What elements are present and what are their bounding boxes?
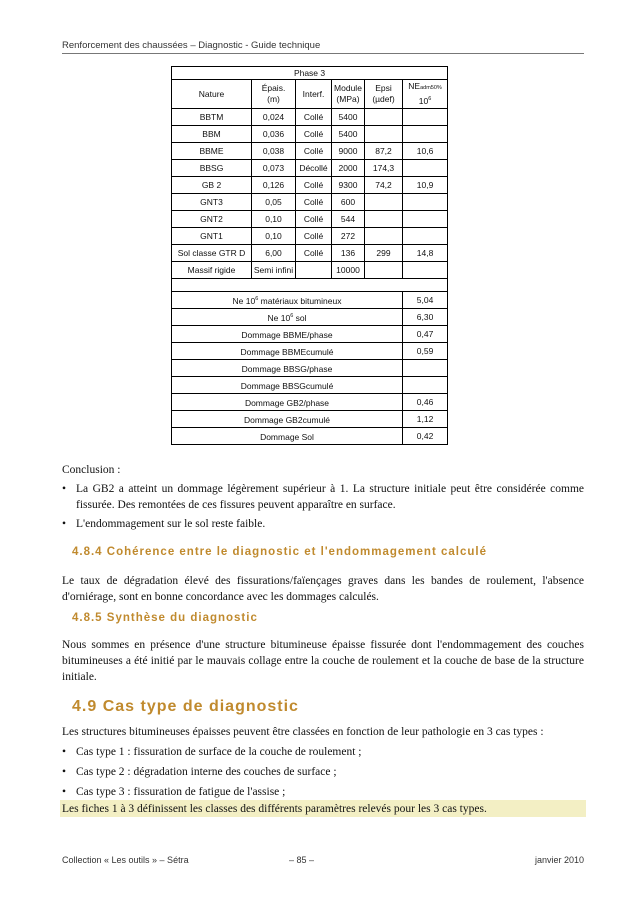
result-label: Dommage BBSGcumulé <box>172 377 403 394</box>
layer-row <box>172 194 448 211</box>
cell-epais: Semi infini <box>252 262 296 279</box>
highlighted-sentence: Les fiches 1 à 3 définissent les classes des différents paramètres relevés pour les 3 cas types. <box>62 803 487 815</box>
cell-interf: Collé <box>296 143 332 160</box>
section-4-9-intro: Les structures bitumineuses épaisses peuvent être classées en fonction de leur pathologie en 3 cas types : <box>62 726 544 738</box>
result-label: Dommage BBME/phase <box>172 326 403 343</box>
result-label: Dommage GB2/phase <box>172 394 403 411</box>
cell-epsi <box>365 262 403 279</box>
cell-epais: 0,126 <box>252 177 296 194</box>
footer-collection: Collection « Les outils » – Sétra <box>62 855 189 865</box>
result-value <box>403 360 448 377</box>
cell-ne <box>403 262 448 279</box>
cell-epsi <box>365 194 403 211</box>
cell-ne <box>403 126 448 143</box>
layer-row <box>172 126 448 143</box>
cell-epais: 0,05 <box>252 194 296 211</box>
column-header-row <box>172 80 448 109</box>
results-table <box>171 66 448 445</box>
cell-ne: 10,9 <box>403 177 448 194</box>
cell-nature: GNT2 <box>172 211 252 228</box>
col-interf: Interf. <box>296 80 332 109</box>
result-row <box>172 411 448 428</box>
cell-interf <box>296 262 332 279</box>
cell-ne <box>403 160 448 177</box>
cell-epais: 0,036 <box>252 126 296 143</box>
cell-ne <box>403 109 448 126</box>
footer-date: janvier 2010 <box>534 855 584 865</box>
col-ne: NEadm50% $10^6$ <box>403 80 448 109</box>
cell-interf: Collé <box>296 211 332 228</box>
result-value: 6,30 <box>403 309 448 326</box>
cell-nature: GNT3 <box>172 194 252 211</box>
section-4-8-4-text: Le taux de dégradation élevé des fissurations/faïençages graves dans les bandes de roulement, l'absence d'orniérage, sont en bonne concordance avec les dommages calculés. <box>62 575 584 603</box>
cell-ne: 10,6 <box>403 143 448 160</box>
cell-nature: GNT1 <box>172 228 252 245</box>
cell-interf: Collé <box>296 194 332 211</box>
cell-interf: Décollé <box>296 160 332 177</box>
layer-row <box>172 228 448 245</box>
result-value: 0,47 <box>403 326 448 343</box>
cell-nature: GB 2 <box>172 177 252 194</box>
cell-epsi: 74,2 <box>365 177 403 194</box>
result-value: 0,42 <box>403 428 448 445</box>
cell-epsi: 299 <box>365 245 403 262</box>
result-row <box>172 309 448 326</box>
result-row <box>172 343 448 360</box>
cell-epsi <box>365 126 403 143</box>
section-4-8-5-text: Nous sommes en présence d'une structure bitumineuse épaisse fissurée dont l'endommagement des couches bitumineuses a été initié par le mauvais collage entre la couche de roulement et la couche de base de la structure initiale. <box>62 639 584 683</box>
cell-epsi <box>365 228 403 245</box>
cell-module: 9300 <box>332 177 365 194</box>
cell-nature: Massif rigide <box>172 262 252 279</box>
result-label: Ne $10^6$ sol <box>172 309 403 326</box>
result-label: Dommage BBMEcumulé <box>172 343 403 360</box>
layer-row <box>172 177 448 194</box>
result-value: 1,12 <box>403 411 448 428</box>
phase-label: Phase 3 <box>172 67 448 80</box>
result-value <box>403 377 448 394</box>
spacer-row <box>172 279 448 292</box>
cell-nature: BBME <box>172 143 252 160</box>
running-header: Renforcement des chaussées – Diagnostic - Guide technique <box>62 40 584 54</box>
phase-row <box>172 67 448 80</box>
cell-epais: 0,038 <box>252 143 296 160</box>
col-module: Module (MPa) <box>332 80 365 109</box>
cell-epais: 0,073 <box>252 160 296 177</box>
result-row <box>172 292 448 309</box>
result-label: Dommage Sol <box>172 428 403 445</box>
cell-epsi <box>365 211 403 228</box>
cell-nature: BBTM <box>172 109 252 126</box>
result-row <box>172 394 448 411</box>
cell-interf: Collé <box>296 228 332 245</box>
conclusion-bullet: • L'endommagement sur le sol reste faible. <box>62 518 266 530</box>
cell-epais: 0,10 <box>252 228 296 245</box>
cell-module: 9000 <box>332 143 365 160</box>
conclusion-bullet: • La GB2 a atteint un dommage légèrement supérieur à 1. La structure initiale peut être considérée comme fissurée. Des remontées de ces fissures peuvent apparaître en surface. <box>62 483 584 511</box>
cell-nature: Sol classe GTR D <box>172 245 252 262</box>
cell-module: 272 <box>332 228 365 245</box>
cell-module: 10000 <box>332 262 365 279</box>
cell-ne <box>403 211 448 228</box>
cell-module: 544 <box>332 211 365 228</box>
section-4-8-4-heading: 4.8.4 Cohérence entre le diagnostic et l'endommagement calculé <box>72 546 487 558</box>
section-4-9-heading: 4.9 Cas type de diagnostic <box>72 698 299 715</box>
cell-epsi <box>365 109 403 126</box>
cell-epais: 0,10 <box>252 211 296 228</box>
page-number: – 85 – <box>289 855 315 865</box>
result-label: Dommage GB2cumulé <box>172 411 403 428</box>
cell-epais: 0,024 <box>252 109 296 126</box>
result-value: 0,59 <box>403 343 448 360</box>
layer-row <box>172 211 448 228</box>
cell-interf: Collé <box>296 109 332 126</box>
layer-row <box>172 245 448 262</box>
col-epsi: Epsi (µdef) <box>365 80 403 109</box>
result-label: Dommage BBSG/phase <box>172 360 403 377</box>
layer-row <box>172 262 448 279</box>
cell-ne: 14,8 <box>403 245 448 262</box>
cell-module: 5400 <box>332 126 365 143</box>
cell-module: 600 <box>332 194 365 211</box>
conclusion-label: Conclusion : <box>62 464 121 476</box>
case-bullet: • Cas type 3 : fissuration de fatigue de l'assise ; <box>62 786 286 798</box>
result-value: 0,46 <box>403 394 448 411</box>
cell-module: 136 <box>332 245 365 262</box>
case-bullet: • Cas type 1 : fissuration de surface de la couche de roulement ; <box>62 746 362 758</box>
cell-ne <box>403 194 448 211</box>
cell-nature: BBM <box>172 126 252 143</box>
cell-nature: BBSG <box>172 160 252 177</box>
col-epais: Épais. (m) <box>252 80 296 109</box>
result-value: 5,04 <box>403 292 448 309</box>
cell-ne <box>403 228 448 245</box>
result-row <box>172 326 448 343</box>
col-nature: Nature <box>172 80 252 109</box>
result-label: Ne $10^6$ matériaux bitumineux <box>172 292 403 309</box>
cell-interf: Collé <box>296 177 332 194</box>
cell-epais: 6,00 <box>252 245 296 262</box>
result-row <box>172 428 448 445</box>
cell-module: 2000 <box>332 160 365 177</box>
cell-epsi: 87,2 <box>365 143 403 160</box>
cell-epsi: 174,3 <box>365 160 403 177</box>
cell-interf: Collé <box>296 245 332 262</box>
layer-row <box>172 160 448 177</box>
case-bullet: • Cas type 2 : dégradation interne des couches de surface ; <box>62 766 337 778</box>
section-4-8-5-heading: 4.8.5 Synthèse du diagnostic <box>72 612 258 624</box>
result-row <box>172 360 448 377</box>
layer-row <box>172 143 448 160</box>
cell-module: 5400 <box>332 109 365 126</box>
layer-row <box>172 109 448 126</box>
result-row <box>172 377 448 394</box>
cell-interf: Collé <box>296 126 332 143</box>
